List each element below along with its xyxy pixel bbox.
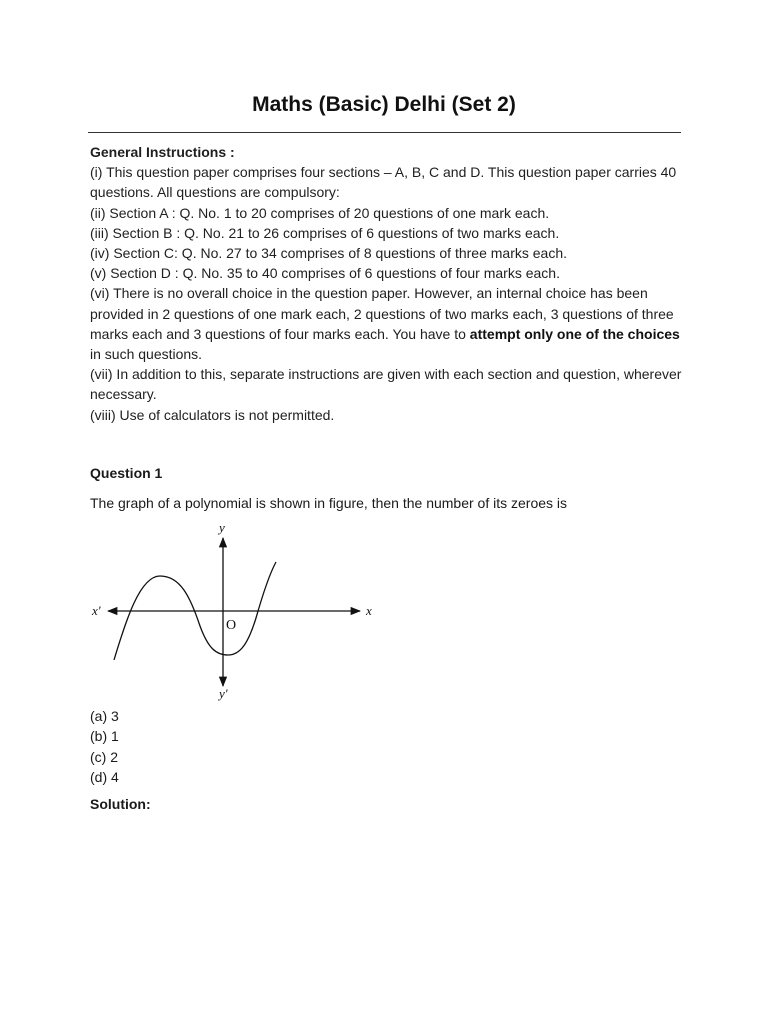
general-instructions: [90, 142, 685, 425]
x-axis-label: x: [366, 603, 372, 618]
option-d: (d) 4: [90, 768, 119, 785]
instruction-item: (ii) Section A : Q. No. 1 to 20 comprises of 20 questions of one mark each.: [90, 204, 550, 221]
instructions-heading: General Instructions :: [90, 144, 235, 160]
solution-label: Solution:: [90, 796, 151, 812]
question-label: Question 1: [90, 465, 163, 481]
x-axis-neg-label: x': [92, 603, 101, 618]
question-text: The graph of a polynomial is shown in figure, then the number of its zeroes is: [90, 495, 568, 511]
page-title: Maths (Basic) Delhi (Set 2): [252, 93, 516, 116]
instruction-item: (vii) In addition to this, separate instructions are given with each section and question, wherever necessary.: [90, 366, 682, 403]
y-axis-neg-label: y': [219, 686, 228, 701]
polynomial-graph: [88, 518, 388, 708]
instruction-item-vi: [90, 283, 685, 364]
option-a: (a) 3: [90, 708, 119, 724]
y-axis-label: y: [219, 520, 225, 535]
option-b: (b) 1: [90, 728, 119, 745]
instruction-item: (viii) Use of calculators is not permitted.: [90, 406, 335, 423]
option-c: (c) 2: [90, 748, 118, 765]
instruction-item: (v) Section D : Q. No. 35 to 40 comprises of 6 questions of four marks each.: [90, 265, 560, 282]
instruction-vi-emphasis: attempt only one of the choices: [469, 325, 680, 342]
answer-options: [90, 706, 119, 787]
instruction-vi-tail: in such questions.: [90, 346, 203, 363]
instruction-item: (iv) Section C: Q. No. 27 to 34 comprises of 8 questions of three marks each.: [90, 245, 567, 262]
instruction-vi-text: (vi) There is no overall choice in the question paper. However, an internal choice has been provided in 2 questions of one mark each, 2 questions of two marks each, 3 questions of three marks each and 3 questions of four marks each. You have to: [90, 285, 674, 342]
origin-label: O: [226, 618, 237, 633]
instruction-item: (iii) Section B : Q. No. 21 to 26 comprises of 6 questions of two marks each.: [90, 224, 560, 241]
instruction-item: (i) This question paper comprises four sections – A, B, C and D. This question paper carries 40 questions. All questions are compulsory:: [90, 164, 677, 201]
title-divider: [88, 132, 681, 133]
